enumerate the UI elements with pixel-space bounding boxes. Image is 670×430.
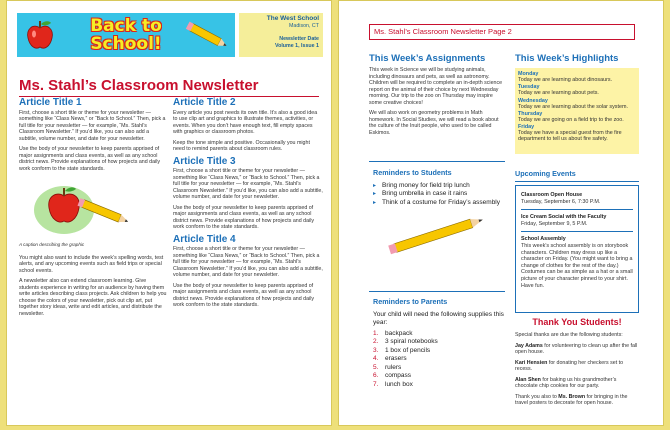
events-box bbox=[515, 185, 639, 313]
event-title: School Assembly bbox=[521, 236, 566, 243]
article-4-paragraph: Use the body of your newsletter to keep parents apprised of major assignments and class events, as well as any school district news. Provide explanations of how projects and daily work conform to the state standards. bbox=[173, 282, 315, 308]
highlight-day: Monday bbox=[518, 71, 539, 77]
article-3-paragraph: First, choose a short title or theme for your newsletter — something like “Class News,” or “Back to School.” Then, pick a full title for your newsletter — for example, “Ms. Stahl’s Classroom Newsletter.” If you’d like, you can also add a subtitle, volume number, and date for your newsletter. bbox=[173, 168, 323, 200]
highlight-day: Friday bbox=[518, 124, 535, 131]
school-info-box bbox=[239, 13, 323, 57]
section-divider bbox=[369, 161, 505, 162]
thanks-entry: Alan Shen for baking us his grandmother’s chocolate chip cookies for our party. bbox=[515, 376, 617, 389]
list-item: 3. 1 box of pencils bbox=[373, 346, 431, 354]
list-item: 6. compass bbox=[373, 372, 412, 380]
article-title-3: Article Title 3 bbox=[173, 155, 236, 167]
event-title: Classroom Open House bbox=[521, 192, 583, 198]
section-divider bbox=[515, 181, 639, 182]
thanks-entry: Kari Hensien for donating her checkers set to recess. bbox=[515, 359, 624, 372]
article-3-paragraph: Use the body of your newsletter to keep parents apprised of major assignments and class events, as well as any school district news. Provide explanations of how projects and daily work conform to the state standards. bbox=[173, 204, 315, 230]
event-detail: This week’s school assembly is on storybook characters. Children may dress up like a character on Friday. (You might want to bring a change of clothes for the rest of the day.) Costumes can be as simple as a hat or a small picture of your character pinned to your shirt. Have fun. bbox=[521, 242, 633, 289]
back-to-school-banner bbox=[17, 13, 235, 57]
article-title-4: Article Title 4 bbox=[173, 233, 236, 245]
reminders-students-title: Reminders to Students bbox=[373, 168, 452, 177]
list-item: ▸ Bring umbrella in case it rains bbox=[373, 190, 507, 198]
highlight-text: Today we are going on a field trip to the zoo. bbox=[518, 116, 624, 123]
list-item: ▸ Think of a costume for Friday’s assembly bbox=[373, 199, 507, 207]
thanks-title: Thank You Students! bbox=[532, 317, 622, 327]
thanks-entry: Thank you also to Ms. Brown for bringing in the travel posters to decorate for open house. bbox=[515, 393, 628, 406]
section-divider bbox=[369, 291, 505, 292]
volume-issue: Volume 1, Issue 1 bbox=[274, 42, 319, 49]
apple-icon bbox=[25, 19, 55, 51]
article-1-paragraph: First, choose a short title or theme for your newsletter — something like “Class News,” or “Back to School.” Then, pick a full title for your newsletter — for example, “Ms. Stahl’s Classroom Newsletter.” If you’d like, you can also add a subtitle, volume number, and date for your newsletter. bbox=[19, 109, 166, 142]
event-separator bbox=[521, 231, 633, 232]
newsletter-title: Ms. Stahl’s Classroom Newsletter bbox=[19, 77, 259, 94]
newsletter-date: Newsletter Date bbox=[279, 36, 319, 42]
assignments-section bbox=[369, 53, 507, 140]
highlight-text: Today we are learning about pets. bbox=[518, 90, 599, 97]
thanks-intro: Special thanks are due the following students: bbox=[515, 332, 623, 338]
school-name: The West School bbox=[266, 15, 319, 22]
reminders-parents-title: Reminders to Parents bbox=[373, 297, 448, 306]
article-1-paragraph: Use the body of your newsletter to keep parents apprised of major assignments and class events, as well as any school district news. Provide explanations of how projects and daily work conform to the state standards. bbox=[19, 146, 161, 172]
event-title: Ice Cream Social with the Faculty bbox=[521, 214, 607, 221]
column-left bbox=[19, 97, 167, 321]
event-detail: Tuesday, September 6, 7:30 P.M. bbox=[521, 198, 601, 205]
assignments-paragraph: We will also work on geometry problems in Math homework. In Social Studies, we will read a book about the culture of the Inuit people, who used to be called Eskimos. bbox=[369, 110, 499, 136]
event-detail: Friday, September 9, 5 P.M. bbox=[521, 220, 588, 227]
supplies-list bbox=[373, 330, 507, 390]
highlight-text: Today we are learning about dinosaurs. bbox=[518, 77, 613, 83]
highlights-box bbox=[515, 68, 639, 154]
events-title: Upcoming Events bbox=[515, 169, 576, 178]
assignments-paragraph: This week in Science we will be studying animals, including dinosaurs and pets, as well as astronomy. Children will be required to complete an in-depth science report on the animal of their choice by next Wednesday morning. Our trip to the zoo on Thursday may inspire some creative choices! bbox=[369, 67, 503, 106]
article-4-paragraph: First, choose a short title or theme for your newsletter — something like “Class News,” or “Back to School.” Then, pick a full title for your newsletter — for example, “Ms. Stahl’s Classroom Newsletter.” If you’d like, you can also add a subtitle, volume number, and date for your newsletter. bbox=[173, 246, 323, 278]
list-item: 7. lunch box bbox=[373, 380, 413, 388]
article-title-2: Article Title 2 bbox=[173, 97, 236, 108]
highlights-title: This Week’s Highlights bbox=[515, 53, 619, 64]
page-2-header: Ms. Stahl’s Classroom Newsletter Page 2 bbox=[369, 24, 635, 40]
list-item: 5. rulers bbox=[373, 363, 402, 371]
list-item: 2. 3 spiral notebooks bbox=[373, 338, 438, 346]
highlight-text: Today we have a special guest from the fire department to tell us about fire safety. bbox=[518, 130, 622, 143]
school-city: Madison, CT bbox=[288, 22, 319, 29]
graphic-caption: A caption describing the graphic bbox=[19, 242, 85, 247]
highlight-day: Tuesday bbox=[518, 84, 540, 91]
list-item: 1. backpack bbox=[373, 329, 413, 337]
thanks-section bbox=[515, 317, 639, 411]
pencil-icon bbox=[185, 21, 231, 51]
highlight-day: Thursday bbox=[518, 110, 543, 117]
pencil-graphic bbox=[373, 211, 501, 257]
highlight-text: Today we are learning about the solar system. bbox=[518, 103, 628, 110]
reminders-students-list bbox=[373, 182, 507, 207]
article-2-paragraph: Keep the tone simple and positive. Occasionally you might need to remind parents about classroom rules. bbox=[173, 139, 310, 152]
article-1-paragraph: A newsletter also can extend classroom learning. Give students experience in writing for an audience by having them write articles describing class projects. Ask children to help you choose the colors of your newsletter, pick out clip art, put together story ideas, write and edit articles, and distribute the newsletter. bbox=[19, 278, 167, 317]
list-item: 4. erasers bbox=[373, 355, 407, 363]
article-1-paragraph: You might also want to include the week’s spelling words, test alerts, and any upcoming events such as field trips or special school events. bbox=[19, 254, 164, 274]
article-2-paragraph: Every article you post needs its own title. It’s also a good idea to use clip art and graphics to illustrate themes, activities, or events. When you don’t have enough text, fill empty spaces with graphics or classroom photos. bbox=[173, 109, 318, 135]
reminders-parents-section bbox=[373, 297, 507, 389]
apple-pencil-graphic bbox=[19, 176, 159, 240]
list-item: ▸ Bring money for field trip lunch bbox=[373, 182, 507, 190]
assignments-title: This Week’s Assignments bbox=[369, 53, 486, 64]
masthead bbox=[17, 13, 323, 57]
article-title-1: Article Title 1 bbox=[19, 97, 82, 108]
newsletter-page-1 bbox=[6, 0, 332, 426]
supplies-intro: Your child will need the following supplies this year: bbox=[373, 311, 504, 327]
thanks-entry: Jay Adams for volunteering to clean up after the fall open house. bbox=[515, 342, 638, 355]
banner-title: Back to School! bbox=[90, 16, 162, 54]
event-separator bbox=[521, 209, 633, 210]
column-right bbox=[173, 97, 323, 313]
reminders-students-section bbox=[373, 168, 507, 257]
highlight-day: Wednesday bbox=[518, 97, 548, 104]
newsletter-page-2 bbox=[338, 0, 664, 426]
